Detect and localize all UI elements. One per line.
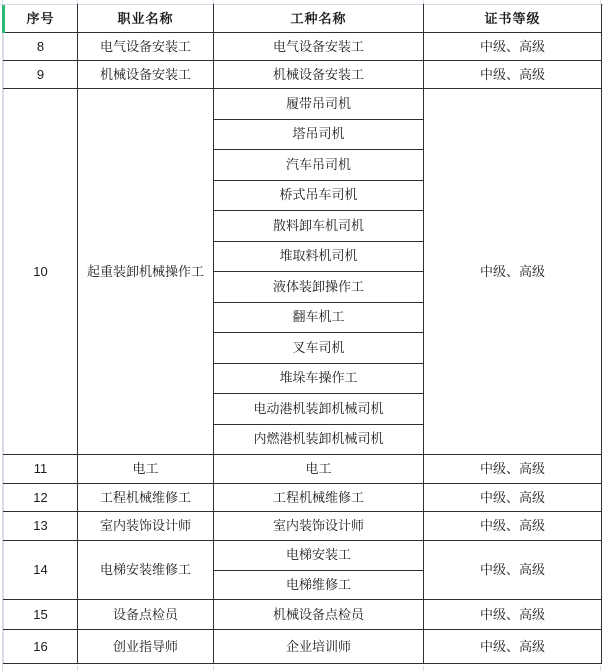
occupation-cell[interactable]: 室内装饰设计师 (78, 512, 214, 541)
serial-cell[interactable]: 15 (4, 600, 78, 630)
table-body (4, 33, 602, 664)
occupation-cell[interactable]: 电梯安装维修工 (78, 541, 214, 600)
job-cell[interactable]: 电工 (214, 455, 424, 484)
table-row (4, 630, 602, 664)
table-row (4, 61, 602, 89)
job-cell[interactable]: 企业培训师 (214, 630, 424, 664)
level-cell[interactable]: 中级、高级 (424, 89, 602, 455)
job-cell[interactable]: 电梯维修工 (214, 570, 424, 600)
level-cell[interactable]: 中级、高级 (424, 512, 602, 541)
job-cell[interactable]: 机械设备安装工 (214, 61, 424, 89)
occupation-cell[interactable]: 起重装卸机械操作工 (78, 89, 214, 455)
occupation-cell[interactable]: 电气设备安装工 (78, 33, 214, 61)
header-cell-1[interactable]: 职业名称 (78, 5, 214, 33)
job-cell[interactable]: 塔吊司机 (214, 119, 424, 150)
level-cell[interactable]: 中级、高级 (424, 541, 602, 600)
table-row (4, 89, 602, 120)
table-row (4, 484, 602, 512)
table-header-row (4, 5, 602, 33)
job-cell[interactable]: 内燃港机装卸机械司机 (214, 424, 424, 455)
job-cell[interactable]: 工程机械维修工 (214, 484, 424, 512)
table-row (4, 33, 602, 61)
level-cell[interactable]: 中级、高级 (424, 484, 602, 512)
header-cell-0[interactable]: 序号 (4, 5, 78, 33)
serial-cell[interactable]: 13 (4, 512, 78, 541)
job-cell[interactable]: 液体装卸操作工 (214, 272, 424, 303)
occupation-cell[interactable]: 电工 (78, 455, 214, 484)
gridline-stub (600, 666, 601, 671)
table-row (4, 455, 602, 484)
gridline-stub (77, 666, 78, 671)
serial-cell[interactable]: 9 (4, 61, 78, 89)
job-cell[interactable]: 电气设备安装工 (214, 33, 424, 61)
job-cell[interactable]: 叉车司机 (214, 333, 424, 364)
occupation-cell[interactable]: 工程机械维修工 (78, 484, 214, 512)
level-cell[interactable]: 中级、高级 (424, 600, 602, 630)
occupation-cell[interactable]: 设备点检员 (78, 600, 214, 630)
occupation-cell[interactable]: 机械设备安装工 (78, 61, 214, 89)
job-cell[interactable]: 履带吊司机 (214, 89, 424, 120)
job-cell[interactable]: 桥式吊车司机 (214, 180, 424, 211)
job-cell[interactable]: 机械设备点检员 (214, 600, 424, 630)
occupation-table (3, 4, 602, 664)
occupation-cell[interactable]: 创业指导师 (78, 630, 214, 664)
job-cell[interactable]: 电梯安装工 (214, 541, 424, 571)
gridline-stub (213, 666, 214, 671)
level-cell[interactable]: 中级、高级 (424, 455, 602, 484)
job-cell[interactable]: 堆垛车操作工 (214, 363, 424, 394)
serial-cell[interactable]: 12 (4, 484, 78, 512)
header-cell-3[interactable]: 证书等级 (424, 5, 602, 33)
level-cell[interactable]: 中级、高级 (424, 33, 602, 61)
table-row (4, 541, 602, 571)
serial-cell[interactable]: 14 (4, 541, 78, 600)
gridline-stub (423, 666, 424, 671)
serial-cell[interactable]: 10 (4, 89, 78, 455)
table-row (4, 512, 602, 541)
job-cell[interactable]: 翻车机工 (214, 302, 424, 333)
level-cell[interactable]: 中级、高级 (424, 630, 602, 664)
serial-cell[interactable]: 11 (4, 455, 78, 484)
serial-cell[interactable]: 16 (4, 630, 78, 664)
level-cell[interactable]: 中级、高级 (424, 61, 602, 89)
header-cell-2[interactable]: 工种名称 (214, 5, 424, 33)
job-cell[interactable]: 汽车吊司机 (214, 150, 424, 181)
job-cell[interactable]: 电动港机装卸机械司机 (214, 394, 424, 425)
job-cell[interactable]: 散料卸车机司机 (214, 211, 424, 242)
selection-accent-bar (2, 5, 5, 33)
table-row (4, 600, 602, 630)
job-cell[interactable]: 堆取料机司机 (214, 241, 424, 272)
job-cell[interactable]: 室内装饰设计师 (214, 512, 424, 541)
serial-cell[interactable]: 8 (4, 33, 78, 61)
